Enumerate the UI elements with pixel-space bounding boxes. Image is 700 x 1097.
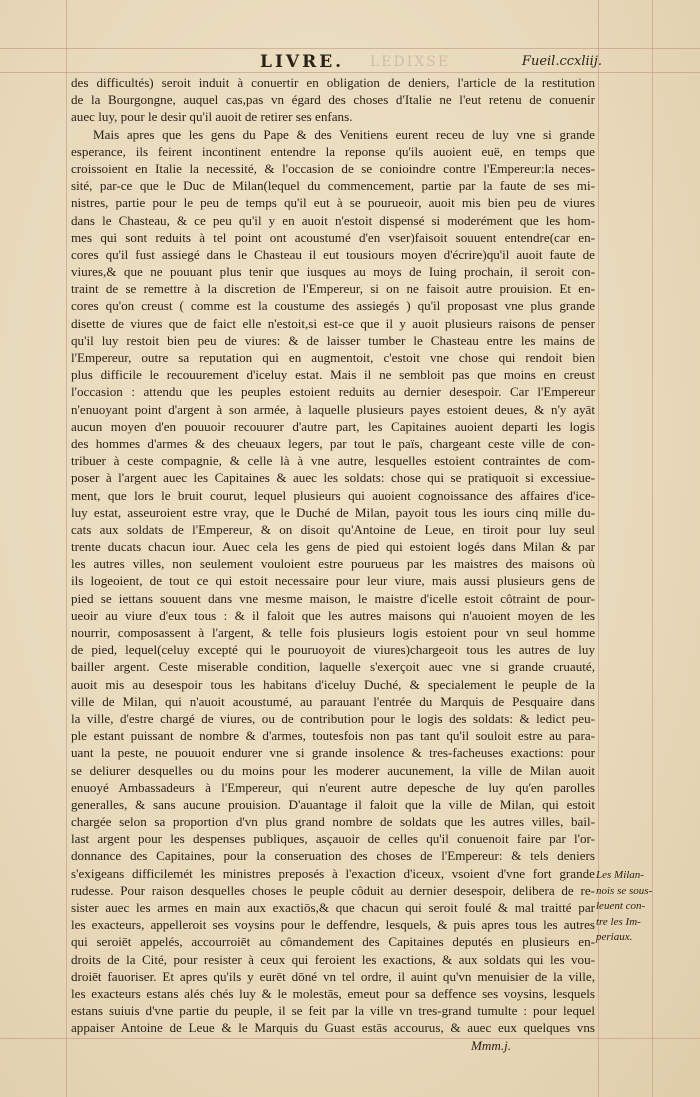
text-line: sister auec les armes en main aux exactiōs,& que chacun qui seroit foulé & mal traitté par [71,900,595,915]
text-line: de la Bourgongne, auquel cas,pas vn égard des choses d'Italie ne l'eut retenu de conuenir [71,92,595,108]
text-line: donnance des Capitaines, pour la conseruation des choses de l'Empereur: & tels deniers [71,848,595,864]
text-line: enuoyé Ambassadeurs à l'Empereur, qui n'eurent autre depesche de luy qu'en parolles [71,779,595,795]
text-line: dans le Chasteau, & ce peu qu'il y en auoit n'estoit dispensé si moderément que les hom- [71,212,595,228]
text-line: luy estat, asseuroient estre vray, que le Duché de Milan, payoit tous les iours cinq mille du- [71,504,595,520]
text-line: viures,& que ne pouuant plus tenir que iusques au moys de Iuing prochain, il seroit con- [71,264,595,280]
text-line: cores qu'on creust ( comme est la coustume des assiegés ) qu'il proposast vne plus grande [71,298,595,314]
text-line: des hommes d'armes & des cheuaux legers, par tout le païs, chargeant ceste ville de con- [71,435,595,451]
text-line: ville de Milan, qui n'auoit acoustumé, au parauant l'entrée du Marquis de Pesquaire dans [71,693,595,709]
text-line: nistres, partie pour le peu de temps qu'il eut à se pourueoir, auoit mis bien peu de viures [71,195,595,211]
bleed-through-text: LEDIXSE [370,54,451,70]
text-line: droiēt fauoriser. Et apres qu'ils y eurēt dōné vn tel ordre, il auint qu'vn menuisier de la ville, [71,968,595,984]
margin-note-line: Les Milan- [596,869,644,881]
text-line: cats aux soldats de l'Empereur, & on disoit qu'Antoine de Leue, en tiroit pour luy seul [71,521,595,537]
text-line: droits de la Cité, pour resister à ceux qui feroient les exactions, & aux soldats qui les vou- [71,951,595,967]
signature-mark: Mmm.j. [471,1037,512,1053]
text-line: plus difficile le recouurement d'iceluy estat. Mais il ne sembloit pas que moins en creust [71,367,595,383]
text-line: auec luy, pour le desir qu'il auoit de retirer ses enfans. [71,109,353,125]
text-line: last argent pour les despenses publiques, asçauoir de celles qu'il conuenoit faire par l'or- [71,831,595,847]
text-line: qu'il luy restoit bien peu de viures: & de laisser tumber le Chasteau entre les mains de [71,332,595,348]
text-line: disette de viures que de faict elle n'estoit,si est-ce que il y auoit plusieurs raisons de penser [71,315,595,331]
text-line: aucun moyen d'en pouuoir recouurer d'autre part, les Capitaines auoient departi les logis [71,418,595,434]
text-line: rudesse. Pour raison desquelles choses le peuple côduit au dernier desespoir, delibera de re- [71,882,595,898]
text-line: chargée selon sa proportion d'vn plus grand nombre de soldats que les autres villes, bail- [71,814,595,830]
text-line: traint de se remettre à la discretion de l'Empereur, si on ne faisoit autre prouision. Et en- [71,281,595,297]
text-line: bailler argent. Ceste miserable condition, laquelle s'exerçoit auec vne si grande cruauté, [71,659,595,675]
page-header [70,52,600,76]
text-line: ils logeoient, de tout ce qui estoit necessaire pour leur viure, mais aussi plusieurs gens de [71,573,595,589]
margin-note-line: periaux. [596,931,633,943]
body-text [71,74,595,1054]
text-line: se deliurer desquelles ou du moins pour les moderer aucunement, la ville de Milan auoit [71,762,595,778]
text-line: pied se iettans souuent dans vne mesme maison, le maistre d'icelle estoit côtraint de pour- [71,590,595,606]
text-line: tribuer à ceste compagnie, & celle là à vne autre, lesquelles estoient contraintes de com- [71,453,595,469]
text-line: ment, que lors le bruit courut, lequel plusieurs qui auoient cognoissance des affaires d'ice- [71,487,595,503]
text-line: estans suiuis d'vne partie du peuple, il se feit par la ville vn tres-grand tumulte : pour lequel [71,1003,595,1019]
text-line: s'exigeans difficilemét les ministres preposés à l'exaction d'iceux, vsoient d'vne fort grande [71,865,595,881]
text-line: qui seroiēt appelés, accourroiēt au cômandement des Capitaines deputés en plusieurs en- [71,934,595,950]
margin-note-line: leuent con- [596,900,646,912]
text-line: uant la peste, ne pouuoit endurer vne si grande insolence & tres-facheuses exactions: pour [71,745,595,761]
text-line: croissoient en Italie la necessité, & l'occasion de se conioindre contre l'Empereur:la neces- [71,160,595,176]
text-line: mes qui sont reduits à tel point ont acoustumé d'en vser)faisoit souuent entendre(car en- [71,229,595,245]
text-line: l'occasion : attendu que les peuples estoient reduits au dernier desespoir. Car l'Empereur [71,384,595,400]
text-line: generalles, & sans aucune prouision. D'auantage il faloit que la ville de Milan, qui estoit [71,796,595,812]
text-line: appaiser Antoine de Leue & le Marquis du Guast estās accourus, & auec eux quelques vns [71,1020,595,1036]
text-line: Mais apres que les gens du Pape & des Venitiens eurent receu de luy vne si grande [93,126,595,142]
running-head: LIVRE. [260,52,345,72]
text-line: ple estant puissant de nombre & d'armes, toutesfois non pas tant qu'il souloit estre au para- [71,728,595,744]
text-line: des difficultés) seroit induit à conuertir en obligation de deniers, l'article de la restitution [71,75,595,90]
left-rule-line [66,0,67,1097]
text-line: nourrir, composassent à l'argent, & telle fois plusieurs logis estoient pour vn seul homme [71,625,595,640]
text-line: auoit mis au desespoir tous les habitans d'iceluy Duché, & specialement le peuple de la [71,676,595,692]
text-line: esperance, ils feirent incontinent entendre la reponse qu'ils auoient euë, en temps que [71,143,595,159]
text-line: les exacteurs estans alés chés luy & le molestās, emeut pour sa deffence ses voysins, lesquels [71,985,595,1001]
text-line: de pied, lequel(celuy excepté qui le pouruoyoit de viures)chargeoit tous les autres de luy [71,642,595,658]
text-line: les exacteurs, appelleroit ses voysins pour le deffendre, lesquels, & puis apres tous les autres [71,917,595,933]
text-line: les autres villes, non seulement vouloient estre pourueus par les maistres des maisons où [71,556,595,572]
text-line: l'Empereur, outre sa reputation qui en augmentoit, c'estoit vne chose qui rendoit bien [71,350,595,365]
text-line: ueoir au viure d'eux tous : & il faloit que les autres maisons qui n'auoient moyen de les [71,607,595,623]
text-line: poser à l'argent auec les Capitaines & auec les soldats: chose qui se pratiquoit si excessiue- [71,470,595,486]
text-line: la ville, d'estre chargé de viures, ou de contribution pour le logis des soldats: & ledict peu- [71,710,595,726]
folio-number: Fueil.ccxliij. [521,54,602,69]
text-line: n'enuoyant point d'argent à son armée, à laquelle plusieurs payes estoient deues, & n'y ayāt [71,401,595,417]
margin-note-line: nois se sous- [596,884,653,897]
text-line: cores qu'il fust assiegé dans le Chasteau il eut tousiours moyen d'écrire)qu'il auoit faute de [71,246,595,262]
text-line: trente ducats chacun iour. Auec cela les gens de pied qui estoient logés dans Milan & par [71,539,595,555]
margin-note-line: tre les Im- [596,915,641,928]
text-line: sité, par-ce que le Duc de Milan(lequel du commencement, partie par la faute de ses mi- [71,178,595,194]
top-rule-line [0,48,700,49]
margin-note [596,868,658,946]
